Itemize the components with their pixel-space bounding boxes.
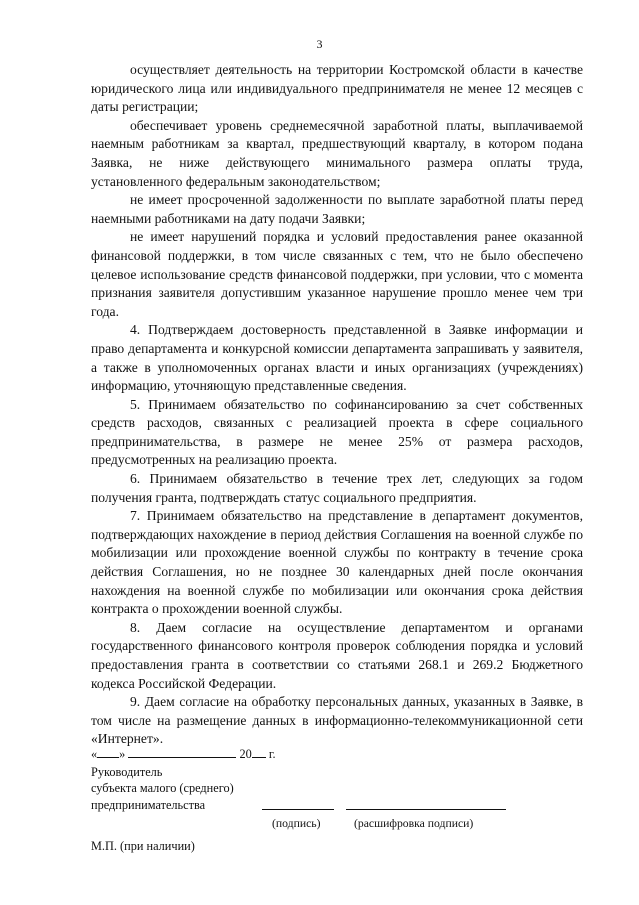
date-year-prefix: 20 — [239, 747, 252, 761]
document-body — [91, 61, 583, 749]
paragraph: 6. Принимаем обязательство в течение трех лет, следующих за годом получения гранта, подтверждать статус социального предприятия. — [91, 471, 583, 505]
signature-blank — [262, 809, 334, 810]
day-blank — [97, 746, 119, 758]
paragraph: 8. Даем согласие на осуществление департаментом и органами государственного финансового контроля проверок соблюдения порядка и условий предоставления гранта в соответствии со статьями 268.1 и 269.2 Бюджетного кодекса Российской Федерации. — [91, 619, 583, 691]
signature-caption: (подпись) — [272, 816, 321, 830]
signature-row — [91, 797, 591, 814]
page-number: 3 — [316, 37, 323, 51]
decoding-caption: (расшифровка подписи) — [354, 816, 474, 830]
paragraph: осуществляет деятельность на территории Костромской области в качестве юридического лица или индивидуального предпринимателя не менее 12 месяцев с даты регистрации; — [91, 62, 583, 115]
date-line — [91, 746, 591, 763]
paragraph: не имеет нарушений порядка и условий предоставления ранее оказанной финансовой поддержки, в том числе связанных с тем, что не было обеспечено целевое использование средств финансовой поддержки, при условии, что с момента признания заявителя допустившим указанное нарушение прошло менее чем три года. — [91, 229, 583, 319]
paragraph: 4. Подтверждаем достоверность представленной в Заявке информации и право департамента и конкурсной комиссии департамента запрашивать у заявителя, а также в уполномоченных органах власти и иных организациях (учреждениях) информацию, уточняющую представленные сведения. — [91, 322, 583, 394]
signature-captions — [91, 814, 591, 832]
role-line: Руководитель — [91, 764, 163, 779]
role-line: субъекта малого (среднего) — [91, 781, 234, 796]
paragraph: 9. Даем согласие на обработку персональных данных, указанных в Заявке, в том числе на размещение данных в информационно-телекоммуникационной сети «Интернет». — [91, 694, 583, 747]
paragraph: не имеет просроченной задолженности по выплате заработной платы перед наемными работниками на дату подачи Заявки; — [91, 192, 583, 226]
paragraph: 5. Принимаем обязательство по софинансированию за счет собственных средств расходов, связанных с реализацией проекта в сфере социального предпринимательства, в размере не менее 25% от размера расходов, предусмотренных на реализацию проекта. — [91, 396, 583, 468]
signature-block — [91, 746, 591, 854]
date-close-quote: » — [119, 747, 126, 761]
date-year-suffix: г. — [268, 747, 276, 761]
decoding-blank — [346, 809, 506, 810]
stamp-note: М.П. (при наличии) — [91, 838, 195, 853]
month-blank — [128, 746, 236, 758]
year-blank — [252, 746, 266, 758]
role-line: предпринимательства — [91, 797, 206, 812]
paragraph: обеспечивает уровень среднемесячной заработной платы, выплачиваемой наемным работникам за квартал, предшествующий кварталу, в котором подана Заявка, не ниже действующего минимального размера оплаты труда, установленного федеральным законодательством; — [91, 117, 583, 189]
paragraph: 7. Принимаем обязательство на представление в департамент документов, подтверждающих нахождение в период действия Соглашения на военной службе по мобилизации или прохождение военной службы по контракту в течение срока действия Соглашения, но не позднее 30 календарных дней после окончания нахождения на военной службе по мобилизации или окончания срока действия контракта о прохождении военной службы. — [91, 508, 583, 617]
date-open-quote: « — [91, 747, 98, 761]
